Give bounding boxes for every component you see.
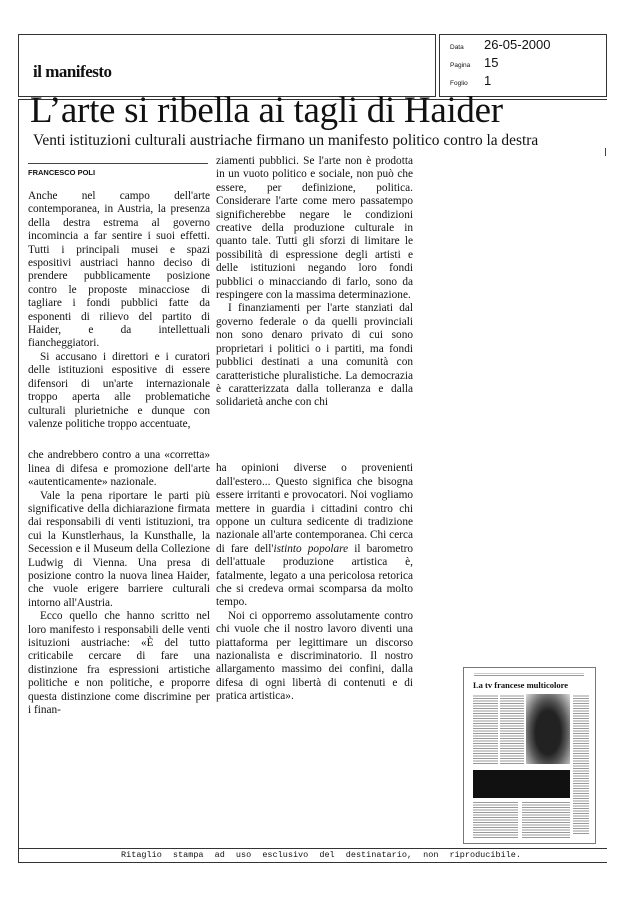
paragraph: I finanziamenti per l'arte stanziati dal governo federale o da quelli provinciali non sono denaro privato di cui sono proprietari i politici o i partiti, ma fondi pubblici destinati a una comunità con caratteristiche pluralistiche. La democrazia è caratterizzata dalla tolleranza e dalla solidarietà anche con chi — [216, 302, 413, 409]
paragraph — [216, 462, 413, 609]
thumb-headline: La tv francese multicolore — [473, 680, 568, 690]
paragraph: Ecco quello che hanno scritto nel loro manifesto i responsabili delle venti isituzioni austriache: «È del tutto criticabile cercare di fare una distinzione fra espressioni artistiche politiche e non politiche, e proporre questa distinzione come discrimine per i finan- — [28, 610, 210, 717]
italic-text: istinto popolare — [273, 542, 349, 555]
publication-header — [18, 34, 436, 97]
thumb-text — [573, 694, 589, 834]
date-value: 26-05-2000 — [484, 37, 551, 52]
frame-tick — [605, 148, 606, 156]
page-label: Pagina — [450, 62, 471, 69]
sheet-label: Foglio — [450, 80, 468, 87]
page-value: 15 — [484, 55, 499, 70]
sheet-value: 1 — [484, 73, 492, 88]
thumb-text — [473, 694, 498, 764]
footer-notice: Ritaglio stampa ad uso esclusivo del destinatario, non riproducibile. — [121, 850, 521, 860]
text: ha opinioni diverse o provenienti dall'estero... Questo significa che bisogna essere irritanti e provocatori. Noi vogliamo mettere in guardia i cittadini contro chi oppone un cultura sedicente di tradizione nazionale all'arte contemporanea. Chi cerca di fare dell' — [216, 462, 413, 555]
article-column-3 — [28, 449, 210, 717]
paragraph: che andrebbero contro a una «corretta» linea di difesa e promozione dell'arte «autenticamente» nazionale. — [28, 449, 210, 489]
article-body-top — [28, 155, 413, 431]
article-column-2 — [216, 155, 413, 410]
clipping-info-box — [439, 34, 607, 97]
page-thumbnail — [463, 667, 596, 844]
thumb-text — [473, 802, 518, 838]
article-column-1 — [28, 155, 210, 431]
article-byline: FRANCESCO POLI — [28, 168, 96, 177]
article-subtitle: Venti istituzioni culturali austriache firmano un manifesto politico contro la destra — [33, 132, 539, 149]
publication-logo: il manifesto — [33, 62, 112, 81]
paragraph: Vale la pena riportare le parti più significative della dichiarazione firmata dai responsabili di venti istituzioni, tra cui la Kunstlerhaus, la Kunsthalle, la Secession e il Museum della Collezione Ludwig di Vienna. Una presa di posizione contro la nuova linea Haider, che vuole erigere barriere culturali intorno all'Austria. — [28, 489, 210, 609]
paragraph: Si accusano i direttori e i curatori delle istituzioni espositive di essere difensori di un'arte internazionale troppo aperta alle problematiche culturali plurietniche e dunque con valenze politiche troppo accentuate, — [28, 350, 210, 430]
paragraph: Noi ci opporremo assolutamente contro chi vuole che il nostro lavoro diventi una piattaforma per legittimare un discorso nazionalista e discriminatorio. Il nostro allargamento massimo dei confini, dalla difesa di ogni libertà di contenuti e di pratica artistica». — [216, 609, 413, 703]
article-body — [28, 155, 413, 717]
thumb-text — [500, 694, 524, 764]
date-label: Data — [450, 44, 464, 51]
thumb-photo — [526, 694, 570, 764]
thumb-header — [474, 673, 584, 676]
paragraph: ziamenti pubblici. Se l'arte non è prodotta in un vuoto politico e sociale, non può che essere, per definizione, politica. Considerare l'arte come mero passatempo significherebbe negare le condizioni creative della produzione culturale in quanto tale. Tutti gli sforzi di limitare le possibilità di espressione degli artisti e delle istituzioni negando loro fondi pubblici o minacciando di farlo, sono da respingere con la massima determinazione. — [216, 155, 413, 302]
paragraph: Anche nel campo dell'arte contemporanea, in Austria, la presenza della destra estrema al governo incomincia a far sentire i suoi effetti. Tutti i principali musei e spazi espositivi austriaci hanno deciso di prendere pubblicamente posizione contro le proposte minacciose di tagliare i fondi pubblici fatte da esponenti di rilievo del partito di Haider, e da intellettuali fiancheggiatori. — [28, 190, 210, 350]
article-column-4 — [216, 449, 413, 703]
text: il barometro dell'attuale produzione artistica è, fatalmente, legato a una pericolosa retorica che si credeva ormai scomparsa da molto tempo. — [216, 542, 413, 609]
thumb-text — [522, 802, 570, 838]
thumb-article-block — [473, 770, 570, 798]
footer-rule — [18, 848, 607, 849]
article-body-bottom — [28, 449, 413, 717]
article-headline: L’arte si ribella ai tagli di Haider — [30, 90, 503, 131]
